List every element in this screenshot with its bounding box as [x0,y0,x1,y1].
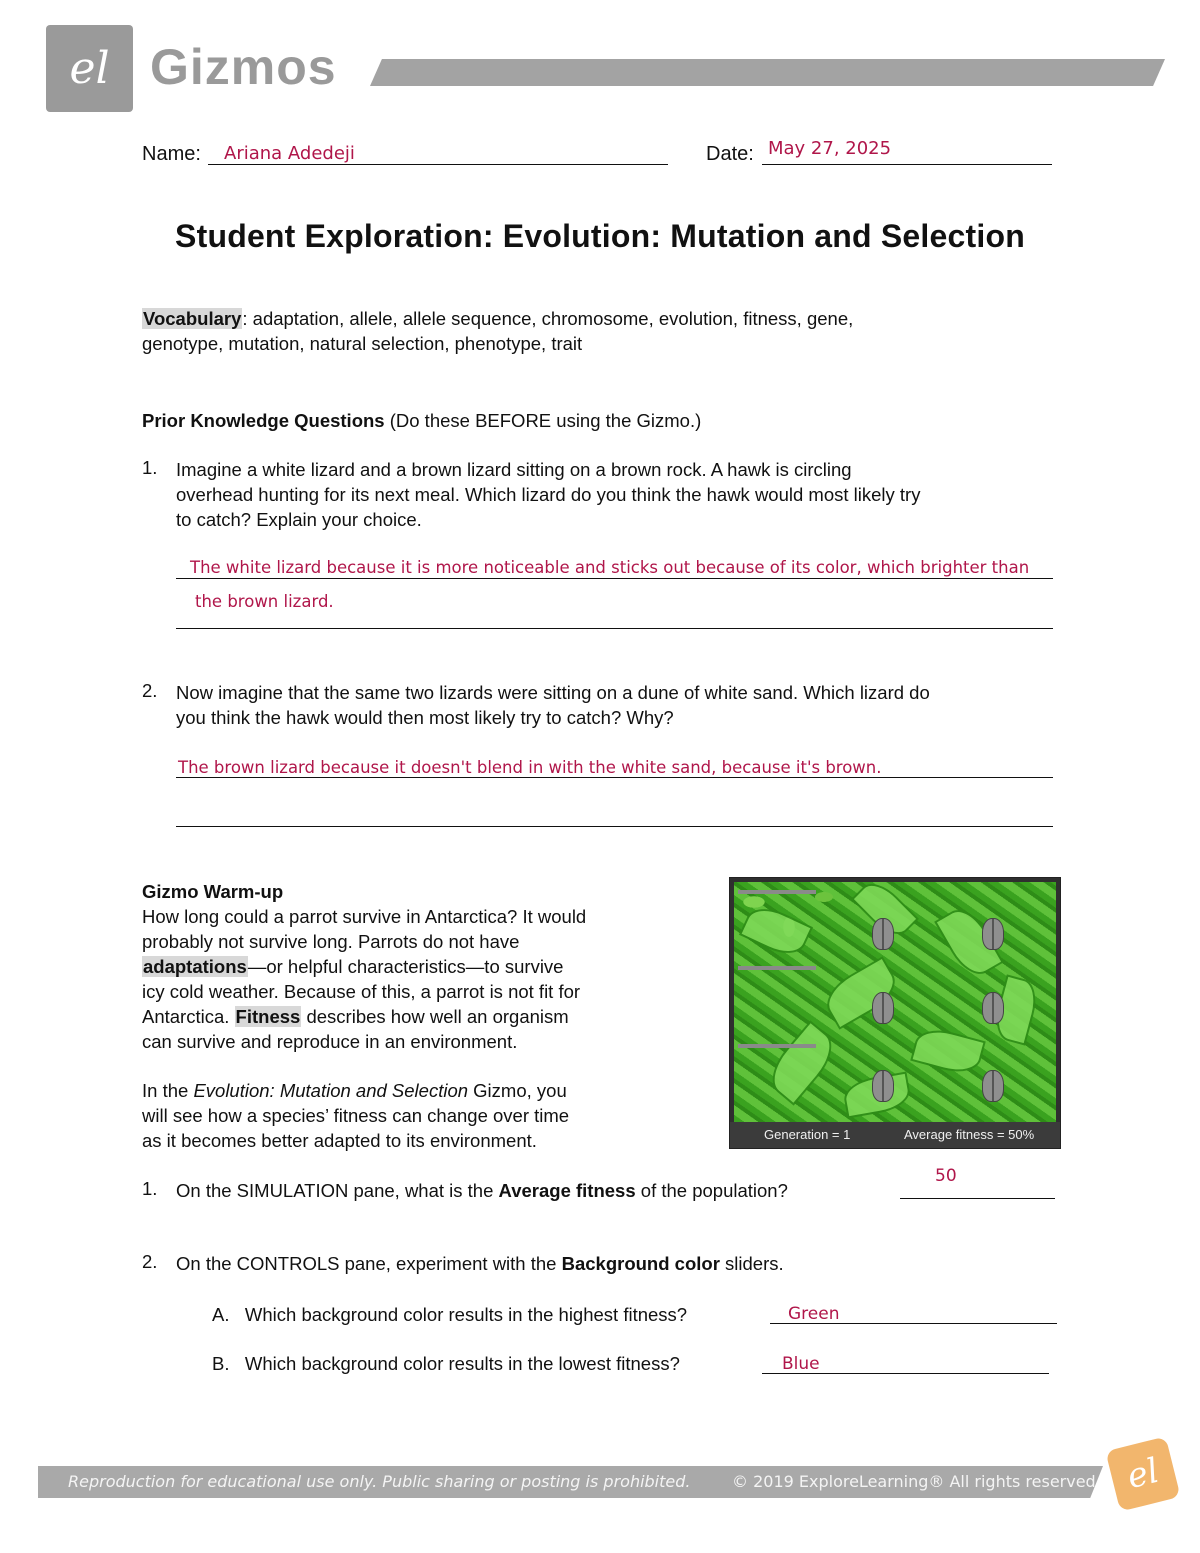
gizmo-name: Evolution: Mutation and Selection [193,1080,469,1101]
simulation-status-bar [730,1122,1060,1148]
bug-icon [872,1070,894,1102]
question-line: you think the hawk would then most likely try to catch? Why? [176,707,674,728]
answer-underline [900,1198,1055,1199]
warmup-line: can survive and reproduce in an environment. [142,1031,518,1052]
question-number: 1. [142,1178,158,1199]
footer-logo-glyph: el [1123,1450,1163,1498]
question-number: 1. [142,457,158,478]
warmup-line: In the [142,1080,194,1101]
footer-notice: Reproduction for educational use only. Public sharing or posting is prohibited. [68,1472,691,1491]
date-value: May 27, 2025 [768,138,892,159]
answer-underline [176,777,1053,778]
sub-label: A. [212,1304,230,1325]
warmup-question-1 [176,1178,788,1203]
question-line: overhead hunting for its next meal. Which lizard do you think the hawk would most likely try [176,484,921,505]
question-text: On the SIMULATION pane, what is the [176,1180,499,1201]
question-text: sliders. [719,1253,784,1274]
gizmos-logo [46,25,133,112]
answer-underline [176,578,1053,579]
name-underline [208,164,668,165]
warmup-line: as it becomes better adapted to its environment. [142,1130,537,1151]
prior-knowledge-note: (Do these BEFORE using the Gizmo.) [384,410,702,431]
leaf-shape [910,1024,986,1078]
question-line: to catch? Explain your choice. [176,509,422,530]
warmup-line: —or helpful characteristics—to survive [247,956,564,977]
question-line: Imagine a white lizard and a brown lizard sitting on a brown rock. A hawk is circling [176,459,852,480]
warmup-line: How long could a parrot survive in Antarctica? It would [142,906,587,927]
question-bold: Average fitness [498,1180,636,1201]
explorelearning-logo [1105,1436,1180,1511]
sub-label: B. [212,1353,230,1374]
name-value: Ariana Adedeji [224,143,355,164]
bug-icon [872,918,894,950]
warmup-line: will see how a species’ fitness can change over time [142,1105,570,1126]
bug-icon [872,992,894,1024]
question-text: Which background color results in the highest fitness? [244,1304,688,1325]
prior-answer-2: The brown lizard because it doesn't blend in with the white sand, because it's brown. [178,758,882,777]
vocabulary-label: Vocabulary [143,308,242,329]
prior-answer-1-line-1: The white lizard because it is more noticeable and sticks out because of its color, which brighter than [190,558,1030,577]
footer-copyright: © 2019 ExploreLearning® All rights reserved [732,1472,1096,1491]
warmup-line: Gizmo, you [468,1080,567,1101]
answer-underline [176,628,1053,629]
question-bold: Background color [561,1253,720,1274]
warmup-question-2 [176,1251,784,1276]
warmup-line: describes how well an organism [301,1006,569,1027]
warmup-answer-1: 50 [935,1166,957,1186]
warmup-heading: Gizmo Warm-up [142,881,284,902]
date-label: Date: [706,143,754,165]
leaf-background [734,882,1056,1122]
prior-answer-1-line-2: the brown lizard. [195,592,334,611]
answer-underline [176,826,1053,827]
question-text: of the population? [635,1180,788,1201]
warmup-question-2b [212,1351,680,1376]
page-title: Student Exploration: Evolution: Mutation and Selection [175,218,1025,254]
answer-highest-fitness: Green [788,1304,840,1324]
prior-question-2 [176,680,1076,730]
question-text: Which background color results in the lowest fitness? [244,1353,680,1374]
warmup-line: Antarctica. [142,1006,235,1027]
question-text: On the CONTROLS pane, experiment with the [176,1253,562,1274]
warmup-line: probably not survive long. Parrots do not have [142,931,520,952]
term-fitness: Fitness [235,1006,301,1027]
question-number: 2. [142,680,158,701]
population-slot [738,890,816,894]
vocabulary-line-1: : adaptation, allele, allele sequence, chromosome, evolution, fitness, gene, [242,308,854,329]
vocabulary-line-2: genotype, mutation, natural selection, phenotype, trait [142,333,583,354]
warmup-question-2a [212,1302,687,1327]
logo-glyph: el [69,42,110,94]
warmup-line: icy cold weather. Because of this, a parrot is not fit for [142,981,581,1002]
leaf-shape [739,900,813,961]
name-label: Name: [142,143,201,165]
vocabulary [142,306,1062,356]
bug-icon [982,992,1004,1024]
prior-knowledge-title: Prior Knowledge Questions [142,410,385,431]
question-number: 2. [142,1251,158,1272]
population-slot [738,1044,816,1048]
term-adaptations: adaptations [143,956,247,977]
generation-readout: Generation = 1 [764,1127,851,1142]
bug-icon [982,1070,1004,1102]
bug-icon [982,918,1004,950]
simulation-image [729,877,1061,1149]
question-line: Now imagine that the same two lizards were sitting on a dune of white sand. Which lizard do [176,682,930,703]
leaf-shape [761,1020,842,1105]
prior-question-1 [176,457,1066,532]
average-fitness-readout: Average fitness = 50% [904,1127,1035,1142]
brand-title: Gizmos [150,39,337,95]
date-underline [762,164,1052,165]
prior-knowledge-heading [142,408,701,433]
population-slot [738,966,816,970]
answer-lowest-fitness: Blue [782,1354,820,1374]
warmup-text [142,879,702,1153]
header-bar [370,59,1165,86]
